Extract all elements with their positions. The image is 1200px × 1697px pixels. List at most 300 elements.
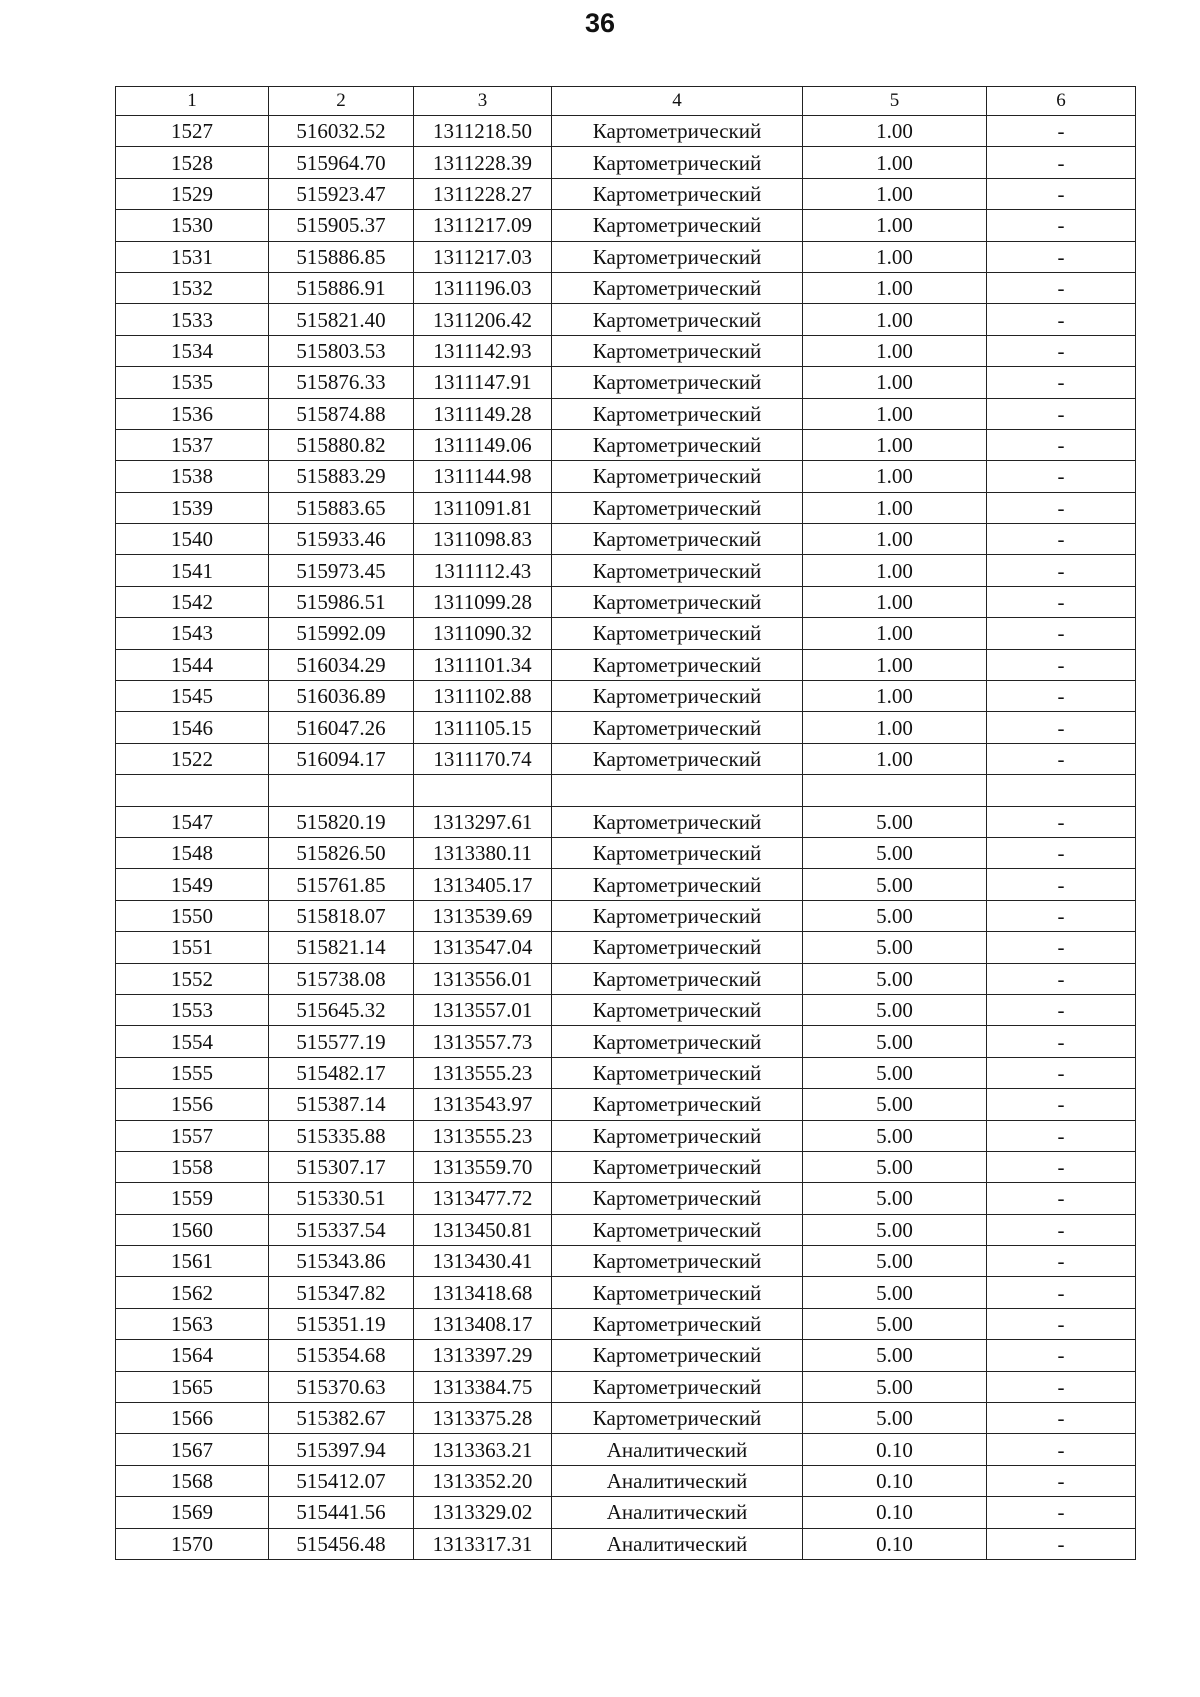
x-coordinate-cell: 515821.14 (269, 932, 414, 963)
method-cell: Картометрический (552, 1371, 803, 1402)
table-row (116, 555, 1136, 586)
table-row (116, 1151, 1136, 1182)
method-cell: Картометрический (552, 1089, 803, 1120)
x-coordinate-cell: 515992.09 (269, 618, 414, 649)
accuracy-cell: 5.00 (803, 1340, 987, 1371)
point-number-cell: 1547 (116, 806, 269, 837)
point-number-cell: 1546 (116, 712, 269, 743)
y-coordinate-cell (414, 775, 552, 806)
y-coordinate-cell: 1311218.50 (414, 116, 552, 147)
point-number-cell (116, 775, 269, 806)
accuracy-cell: 5.00 (803, 963, 987, 994)
note-cell: - (987, 1497, 1136, 1528)
x-coordinate-cell: 515387.14 (269, 1089, 414, 1120)
method-cell: Картометрический (552, 712, 803, 743)
note-cell: - (987, 837, 1136, 868)
method-cell: Картометрический (552, 1026, 803, 1057)
method-cell: Картометрический (552, 932, 803, 963)
accuracy-cell: 5.00 (803, 837, 987, 868)
note-cell: - (987, 241, 1136, 272)
accuracy-cell: 1.00 (803, 335, 987, 366)
accuracy-cell: 1.00 (803, 461, 987, 492)
method-cell: Аналитический (552, 1434, 803, 1465)
method-cell: Картометрический (552, 586, 803, 617)
x-coordinate-cell: 515874.88 (269, 398, 414, 429)
point-number-cell: 1533 (116, 304, 269, 335)
y-coordinate-cell: 1313317.31 (414, 1528, 552, 1559)
point-number-cell: 1564 (116, 1340, 269, 1371)
note-cell: - (987, 147, 1136, 178)
x-coordinate-cell: 515441.56 (269, 1497, 414, 1528)
x-coordinate-cell: 515482.17 (269, 1057, 414, 1088)
point-number-cell: 1568 (116, 1465, 269, 1496)
method-cell: Картометрический (552, 210, 803, 241)
method-cell: Аналитический (552, 1497, 803, 1528)
y-coordinate-cell: 1311217.03 (414, 241, 552, 272)
y-coordinate-cell: 1313297.61 (414, 806, 552, 837)
y-coordinate-cell: 1311147.91 (414, 367, 552, 398)
point-number-cell: 1530 (116, 210, 269, 241)
y-coordinate-cell: 1313477.72 (414, 1183, 552, 1214)
accuracy-cell: 5.00 (803, 932, 987, 963)
accuracy-cell: 5.00 (803, 1057, 987, 1088)
table-row (116, 178, 1136, 209)
point-number-cell: 1543 (116, 618, 269, 649)
point-number-cell: 1542 (116, 586, 269, 617)
method-cell: Картометрический (552, 1308, 803, 1339)
x-coordinate-cell: 515382.67 (269, 1403, 414, 1434)
method-cell: Картометрический (552, 304, 803, 335)
note-cell: - (987, 743, 1136, 774)
method-cell: Картометрический (552, 335, 803, 366)
x-coordinate-cell: 516034.29 (269, 649, 414, 680)
table-row (116, 492, 1136, 523)
accuracy-cell: 5.00 (803, 1026, 987, 1057)
method-cell: Картометрический (552, 1183, 803, 1214)
note-cell: - (987, 272, 1136, 303)
column-header: 1 (116, 87, 269, 116)
note-cell: - (987, 116, 1136, 147)
table-row (116, 304, 1136, 335)
x-coordinate-cell: 515397.94 (269, 1434, 414, 1465)
table-row (116, 116, 1136, 147)
note-cell: - (987, 1183, 1136, 1214)
x-coordinate-cell: 515803.53 (269, 335, 414, 366)
note-cell: - (987, 1465, 1136, 1496)
column-header: 4 (552, 87, 803, 116)
accuracy-cell: 1.00 (803, 241, 987, 272)
point-number-cell: 1555 (116, 1057, 269, 1088)
y-coordinate-cell: 1311170.74 (414, 743, 552, 774)
method-cell: Картометрический (552, 116, 803, 147)
accuracy-cell: 0.10 (803, 1497, 987, 1528)
point-number-cell: 1558 (116, 1151, 269, 1182)
method-cell: Картометрический (552, 963, 803, 994)
table-body (116, 116, 1136, 1560)
point-number-cell: 1557 (116, 1120, 269, 1151)
accuracy-cell: 5.00 (803, 1214, 987, 1245)
point-number-cell: 1570 (116, 1528, 269, 1559)
point-number-cell: 1544 (116, 649, 269, 680)
accuracy-cell: 5.00 (803, 869, 987, 900)
note-cell: - (987, 429, 1136, 460)
note-cell: - (987, 806, 1136, 837)
accuracy-cell: 1.00 (803, 367, 987, 398)
y-coordinate-cell: 1313418.68 (414, 1277, 552, 1308)
accuracy-cell: 5.00 (803, 1403, 987, 1434)
point-number-cell: 1549 (116, 869, 269, 900)
note-cell: - (987, 1089, 1136, 1120)
note-cell: - (987, 932, 1136, 963)
point-number-cell: 1540 (116, 524, 269, 555)
method-cell: Картометрический (552, 1120, 803, 1151)
x-coordinate-cell: 515412.07 (269, 1465, 414, 1496)
table-row (116, 1277, 1136, 1308)
method-cell: Аналитический (552, 1465, 803, 1496)
table-row (116, 1403, 1136, 1434)
method-cell: Картометрический (552, 241, 803, 272)
note-cell: - (987, 1371, 1136, 1402)
y-coordinate-cell: 1313430.41 (414, 1246, 552, 1277)
y-coordinate-cell: 1313380.11 (414, 837, 552, 868)
method-cell: Картометрический (552, 994, 803, 1025)
note-cell: - (987, 335, 1136, 366)
point-number-cell: 1531 (116, 241, 269, 272)
coordinates-table (115, 86, 1136, 1560)
y-coordinate-cell: 1313559.70 (414, 1151, 552, 1182)
point-number-cell: 1567 (116, 1434, 269, 1465)
x-coordinate-cell: 515933.46 (269, 524, 414, 555)
y-coordinate-cell: 1311196.03 (414, 272, 552, 303)
table-row (116, 1120, 1136, 1151)
x-coordinate-cell: 515820.19 (269, 806, 414, 837)
table-row (116, 1308, 1136, 1339)
y-coordinate-cell: 1313539.69 (414, 900, 552, 931)
accuracy-cell: 0.10 (803, 1434, 987, 1465)
accuracy-cell: 1.00 (803, 618, 987, 649)
x-coordinate-cell: 515456.48 (269, 1528, 414, 1559)
y-coordinate-cell: 1311206.42 (414, 304, 552, 335)
x-coordinate-cell: 515986.51 (269, 586, 414, 617)
method-cell: Картометрический (552, 1246, 803, 1277)
method-cell: Картометрический (552, 178, 803, 209)
method-cell: Картометрический (552, 272, 803, 303)
table-row (116, 367, 1136, 398)
y-coordinate-cell: 1313557.01 (414, 994, 552, 1025)
method-cell: Картометрический (552, 1277, 803, 1308)
y-coordinate-cell: 1313329.02 (414, 1497, 552, 1528)
note-cell: - (987, 210, 1136, 241)
point-number-cell: 1522 (116, 743, 269, 774)
accuracy-cell: 5.00 (803, 1246, 987, 1277)
note-cell: - (987, 1308, 1136, 1339)
x-coordinate-cell: 515883.65 (269, 492, 414, 523)
method-cell: Картометрический (552, 837, 803, 868)
x-coordinate-cell: 516047.26 (269, 712, 414, 743)
y-coordinate-cell: 1313363.21 (414, 1434, 552, 1465)
x-coordinate-cell: 515876.33 (269, 367, 414, 398)
table-row (116, 1528, 1136, 1559)
y-coordinate-cell: 1313557.73 (414, 1026, 552, 1057)
x-coordinate-cell: 515577.19 (269, 1026, 414, 1057)
point-number-cell: 1565 (116, 1371, 269, 1402)
table-row (116, 1340, 1136, 1371)
point-number-cell: 1556 (116, 1089, 269, 1120)
x-coordinate-cell: 515826.50 (269, 837, 414, 868)
point-number-cell: 1554 (116, 1026, 269, 1057)
point-number-cell: 1548 (116, 837, 269, 868)
y-coordinate-cell: 1311142.93 (414, 335, 552, 366)
y-coordinate-cell: 1313352.20 (414, 1465, 552, 1496)
point-number-cell: 1552 (116, 963, 269, 994)
y-coordinate-cell: 1311090.32 (414, 618, 552, 649)
column-header: 3 (414, 87, 552, 116)
y-coordinate-cell: 1313375.28 (414, 1403, 552, 1434)
table-row (116, 1057, 1136, 1088)
method-cell: Картометрический (552, 429, 803, 460)
table-row (116, 712, 1136, 743)
table-row (116, 1183, 1136, 1214)
note-cell: - (987, 524, 1136, 555)
accuracy-cell: 5.00 (803, 1277, 987, 1308)
method-cell: Картометрический (552, 618, 803, 649)
accuracy-cell: 1.00 (803, 524, 987, 555)
x-coordinate-cell: 515886.85 (269, 241, 414, 272)
method-cell: Картометрический (552, 869, 803, 900)
accuracy-cell: 1.00 (803, 712, 987, 743)
note-cell: - (987, 586, 1136, 617)
note-cell: - (987, 1057, 1136, 1088)
method-cell: Аналитический (552, 1528, 803, 1559)
table-row (116, 963, 1136, 994)
table-row (116, 1465, 1136, 1496)
table-row (116, 869, 1136, 900)
column-header: 5 (803, 87, 987, 116)
table-row (116, 1434, 1136, 1465)
page-number: 36 (584, 8, 616, 38)
note-cell: - (987, 398, 1136, 429)
point-number-cell: 1569 (116, 1497, 269, 1528)
point-number-cell: 1532 (116, 272, 269, 303)
x-coordinate-cell: 515307.17 (269, 1151, 414, 1182)
accuracy-cell: 1.00 (803, 210, 987, 241)
accuracy-cell: 5.00 (803, 1120, 987, 1151)
note-cell: - (987, 618, 1136, 649)
accuracy-cell: 1.00 (803, 492, 987, 523)
point-number-cell: 1561 (116, 1246, 269, 1277)
note-cell: - (987, 869, 1136, 900)
y-coordinate-cell: 1313450.81 (414, 1214, 552, 1245)
note-cell: - (987, 1214, 1136, 1245)
table-row (116, 1089, 1136, 1120)
column-header: 2 (269, 87, 414, 116)
y-coordinate-cell: 1311091.81 (414, 492, 552, 523)
point-number-cell: 1536 (116, 398, 269, 429)
note-cell: - (987, 712, 1136, 743)
accuracy-cell: 1.00 (803, 743, 987, 774)
y-coordinate-cell: 1311102.88 (414, 681, 552, 712)
method-cell: Картометрический (552, 1057, 803, 1088)
accuracy-cell: 5.00 (803, 1371, 987, 1402)
note-cell: - (987, 1120, 1136, 1151)
table-row (116, 618, 1136, 649)
point-number-cell: 1527 (116, 116, 269, 147)
note-cell: - (987, 994, 1136, 1025)
y-coordinate-cell: 1313397.29 (414, 1340, 552, 1371)
point-number-cell: 1553 (116, 994, 269, 1025)
table-row (116, 429, 1136, 460)
note-cell: - (987, 492, 1136, 523)
note-cell: - (987, 649, 1136, 680)
note-cell: - (987, 1026, 1136, 1057)
accuracy-cell: 1.00 (803, 398, 987, 429)
x-coordinate-cell: 515883.29 (269, 461, 414, 492)
x-coordinate-cell: 515964.70 (269, 147, 414, 178)
point-number-cell: 1563 (116, 1308, 269, 1339)
y-coordinate-cell: 1311101.34 (414, 649, 552, 680)
point-number-cell: 1539 (116, 492, 269, 523)
table-row (116, 1246, 1136, 1277)
accuracy-cell: 1.00 (803, 681, 987, 712)
table-row (116, 147, 1136, 178)
y-coordinate-cell: 1313384.75 (414, 1371, 552, 1402)
point-number-cell: 1529 (116, 178, 269, 209)
accuracy-cell: 5.00 (803, 1151, 987, 1182)
table-row (116, 241, 1136, 272)
x-coordinate-cell: 515818.07 (269, 900, 414, 931)
point-number-cell: 1566 (116, 1403, 269, 1434)
point-number-cell: 1534 (116, 335, 269, 366)
method-cell: Картометрический (552, 649, 803, 680)
y-coordinate-cell: 1313555.23 (414, 1120, 552, 1151)
table-row (116, 994, 1136, 1025)
accuracy-cell: 1.00 (803, 116, 987, 147)
note-cell: - (987, 963, 1136, 994)
x-coordinate-cell: 515337.54 (269, 1214, 414, 1245)
accuracy-cell: 1.00 (803, 429, 987, 460)
accuracy-cell (803, 775, 987, 806)
table-header (116, 87, 1136, 116)
x-coordinate-cell: 515343.86 (269, 1246, 414, 1277)
point-number-cell: 1541 (116, 555, 269, 586)
accuracy-cell: 1.00 (803, 649, 987, 680)
accuracy-cell: 1.00 (803, 555, 987, 586)
x-coordinate-cell: 515973.45 (269, 555, 414, 586)
method-cell: Картометрический (552, 681, 803, 712)
accuracy-cell: 0.10 (803, 1465, 987, 1496)
y-coordinate-cell: 1311149.28 (414, 398, 552, 429)
note-cell: - (987, 1246, 1136, 1277)
x-coordinate-cell: 516032.52 (269, 116, 414, 147)
accuracy-cell: 5.00 (803, 994, 987, 1025)
table-row (116, 932, 1136, 963)
table-row (116, 806, 1136, 837)
point-number-cell: 1562 (116, 1277, 269, 1308)
accuracy-cell: 5.00 (803, 1089, 987, 1120)
y-coordinate-cell: 1311099.28 (414, 586, 552, 617)
note-cell: - (987, 304, 1136, 335)
method-cell: Картометрический (552, 367, 803, 398)
accuracy-cell: 5.00 (803, 1308, 987, 1339)
method-cell: Картометрический (552, 461, 803, 492)
table-row (116, 1497, 1136, 1528)
y-coordinate-cell: 1313555.23 (414, 1057, 552, 1088)
y-coordinate-cell: 1311149.06 (414, 429, 552, 460)
table-row (116, 1371, 1136, 1402)
x-coordinate-cell: 516094.17 (269, 743, 414, 774)
note-cell: - (987, 1151, 1136, 1182)
x-coordinate-cell: 515761.85 (269, 869, 414, 900)
y-coordinate-cell: 1311105.15 (414, 712, 552, 743)
table-row (116, 1026, 1136, 1057)
accuracy-cell: 1.00 (803, 586, 987, 617)
x-coordinate-cell: 515880.82 (269, 429, 414, 460)
table-row (116, 210, 1136, 241)
note-cell: - (987, 900, 1136, 931)
table-row (116, 586, 1136, 617)
x-coordinate-cell (269, 775, 414, 806)
y-coordinate-cell: 1313547.04 (414, 932, 552, 963)
table-row (116, 335, 1136, 366)
table-row (116, 272, 1136, 303)
table-row (116, 837, 1136, 868)
note-cell: - (987, 681, 1136, 712)
note-cell: - (987, 1528, 1136, 1559)
table-row (116, 775, 1136, 806)
method-cell: Картометрический (552, 743, 803, 774)
y-coordinate-cell: 1313556.01 (414, 963, 552, 994)
table-row (116, 649, 1136, 680)
note-cell: - (987, 461, 1136, 492)
x-coordinate-cell: 515335.88 (269, 1120, 414, 1151)
accuracy-cell: 5.00 (803, 1183, 987, 1214)
accuracy-cell: 5.00 (803, 900, 987, 931)
y-coordinate-cell: 1313405.17 (414, 869, 552, 900)
x-coordinate-cell: 515351.19 (269, 1308, 414, 1339)
note-cell: - (987, 178, 1136, 209)
y-coordinate-cell: 1311098.83 (414, 524, 552, 555)
x-coordinate-cell: 516036.89 (269, 681, 414, 712)
point-number-cell: 1535 (116, 367, 269, 398)
method-cell (552, 775, 803, 806)
point-number-cell: 1537 (116, 429, 269, 460)
table-row (116, 743, 1136, 774)
x-coordinate-cell: 515923.47 (269, 178, 414, 209)
y-coordinate-cell: 1311217.09 (414, 210, 552, 241)
method-cell: Картометрический (552, 1340, 803, 1371)
note-cell: - (987, 555, 1136, 586)
header-row (116, 87, 1136, 116)
y-coordinate-cell: 1311228.39 (414, 147, 552, 178)
table-row (116, 398, 1136, 429)
method-cell: Картометрический (552, 524, 803, 555)
accuracy-cell: 1.00 (803, 147, 987, 178)
note-cell: - (987, 367, 1136, 398)
x-coordinate-cell: 515330.51 (269, 1183, 414, 1214)
method-cell: Картометрический (552, 1151, 803, 1182)
x-coordinate-cell: 515347.82 (269, 1277, 414, 1308)
accuracy-cell: 1.00 (803, 304, 987, 335)
table-row (116, 524, 1136, 555)
x-coordinate-cell: 515821.40 (269, 304, 414, 335)
column-header: 6 (987, 87, 1136, 116)
point-number-cell: 1551 (116, 932, 269, 963)
method-cell: Картометрический (552, 147, 803, 178)
x-coordinate-cell: 515905.37 (269, 210, 414, 241)
table-row (116, 900, 1136, 931)
x-coordinate-cell: 515645.32 (269, 994, 414, 1025)
method-cell: Картометрический (552, 555, 803, 586)
